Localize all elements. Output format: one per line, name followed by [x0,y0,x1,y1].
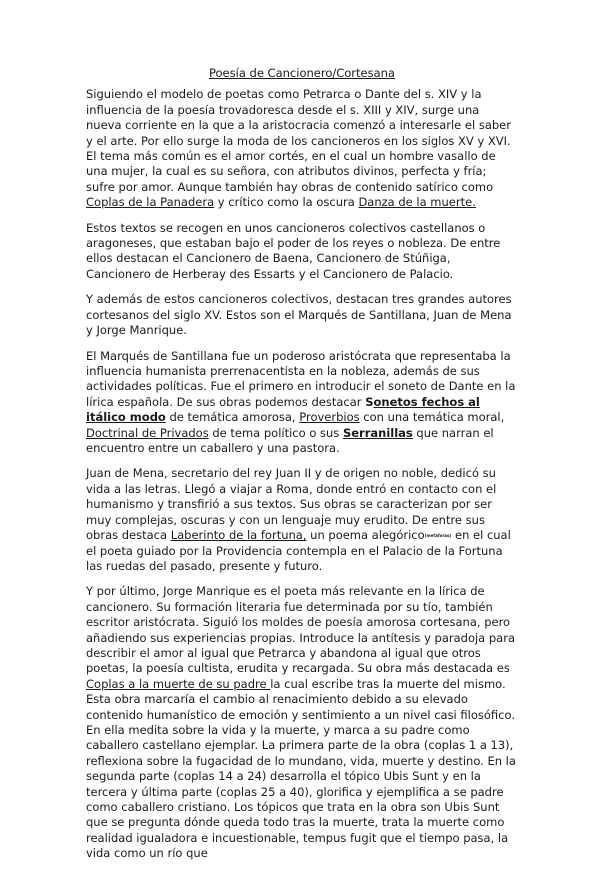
paragraph-autores: Y además de estos cancioneros colectivos, destacan tres grandes autores cortesanos del siglo XV. Estos son el Marqués de Santillana, Juan de Mena y Jorge Manrique. [86,292,512,338]
paragraph-text: y crítico como la oscura [214,195,359,210]
coplas-panadera-link[interactable]: Coplas de la Panadera [86,195,215,210]
paragraph-text: de tema político o sus [208,425,343,440]
paragraph-text: Y por último, Jorge Manrique es el poeta más relevante en la lírica de cancionero. Su formación literaria fue determinada por su tío, también escritor aristócrata. Siguió los moldes de poesía amorosa cortesana, pero añadiendo sus experiencias propias. Introduce la antítesis y paradoja para describir el amor al igual que Petrarca y abandona al igual que otros poetas, la poesía cultista, erudita y recargada. Su obra más destacada es [86,584,516,676]
paragraph-text: un poema alegórico [306,528,425,543]
paragraph-manrique [86,584,518,861]
paragraph-santillana [86,349,518,457]
paragraph-text: Juan de Mena, secretario del rey Juan II y de origen no noble, dedicó su vida a las letras. Llegó a viajar a Roma, donde entró en contacto con el humanismo y transfirió a sus textos. Sus obras se caracterizan por ser muy complejas, oscuras y con un lenguaje muy erudito. De entre sus obras destaca [86,466,497,543]
paragraph-text: con una temática moral, [359,410,505,425]
paragraph-text: que narran el encuentro entre un caballero y una pastora. [86,425,494,455]
sonetos-initial: S [365,394,374,409]
laberinto-link[interactable]: Laberinto de la fortuna, [170,528,307,543]
paragraph-text: de temática amorosa, [165,410,300,425]
paragraph-cancioneros: Estos textos se recogen en unos cancioneros colectivos castellanos o aragoneses, que estaban bajo el poder de los reyes o nobleza. De entre ellos destacan el Cancionero de Baena, Cancionero de Stúñiga, Cancionero de Herberay des Essarts y el Cancionero de Palacio. [86,220,501,281]
paragraph-text: en el cual el poeta guiado por la Providencia contempla en el Palacio de la Fortuna las ruedas del pasado, presente y futuro. [86,528,511,573]
tiny-annotation: (metáforas) [424,532,452,538]
paragraph-text: la cual escribe tras la muerte del mismo. Esta obra marcaría el cambio al renacimiento debido a su elevado contenido humanístico de emoción y sentimiento a un nivel casi filosófico. En ella medita sobre la vida y la muerte, y marca a su padre como caballero castellano ejemplar. La primera parte de la obra (coplas 1 a 13), reflexiona sobre la fugacidad de lo mundano, vida, muerte y destino. En la segunda parte (coplas 14 a 24) desarrolla el tópico Ubis Sunt y en la tercera y última parte (coplas 25 a 40), glorifica y ejemplifica a se padre como caballero cristiano. Los tópicos que trata en la obra son Ubis Sunt que se pregunta dónde queda todo tras la muerte, trata la muerte como realidad igualadora e incuestionable, tempus fugit que el tiempo pasa, la vida como un río que [86,676,516,861]
serranillas-link[interactable]: Serranillas [342,425,413,440]
paragraph-text: El Marqués de Santillana fue un poderoso aristócrata que representaba la influencia humanista prerrenacentista en la nobleza, además de sus actividades políticas. Fue el primero en introducir el soneto de Dante en la lírica española. De sus obras podemos destacar [86,348,516,409]
document-title: Poesía de Cancionero/Cortesana [209,66,395,80]
paragraph-intro [86,87,518,210]
document-page [86,66,518,872]
doctrinal-link[interactable]: Doctrinal de Privados [86,425,209,440]
paragraph-mena [86,466,518,574]
proverbios-link[interactable]: Proverbios [299,410,360,425]
coplas-padre-link[interactable]: Coplas a la muerte de su padre [86,676,271,691]
paragraph-text: Siguiendo el modelo de poetas como Petrarca o Dante del s. XIV y la influencia de la poesía trovadoresca desde el s. XIII y XIV, surge una nueva corriente en la que a la aristocracia comenzó a interesarle el saber y el arte. Por ello surge la moda de los cancioneros en los siglos XV y XVI. El tema más común es el amor cortés, en el cual un hombre vasallo de una mujer, la cual es su señora, con atributos divinos, perfecta y fría; sufre por amor. Aunque también hay obras de contenido satírico como [86,87,511,194]
sonetos-link[interactable]: onetos fechos al itálico modo [86,394,480,425]
danza-muerte-link[interactable]: Danza de la muerte. [358,195,476,210]
